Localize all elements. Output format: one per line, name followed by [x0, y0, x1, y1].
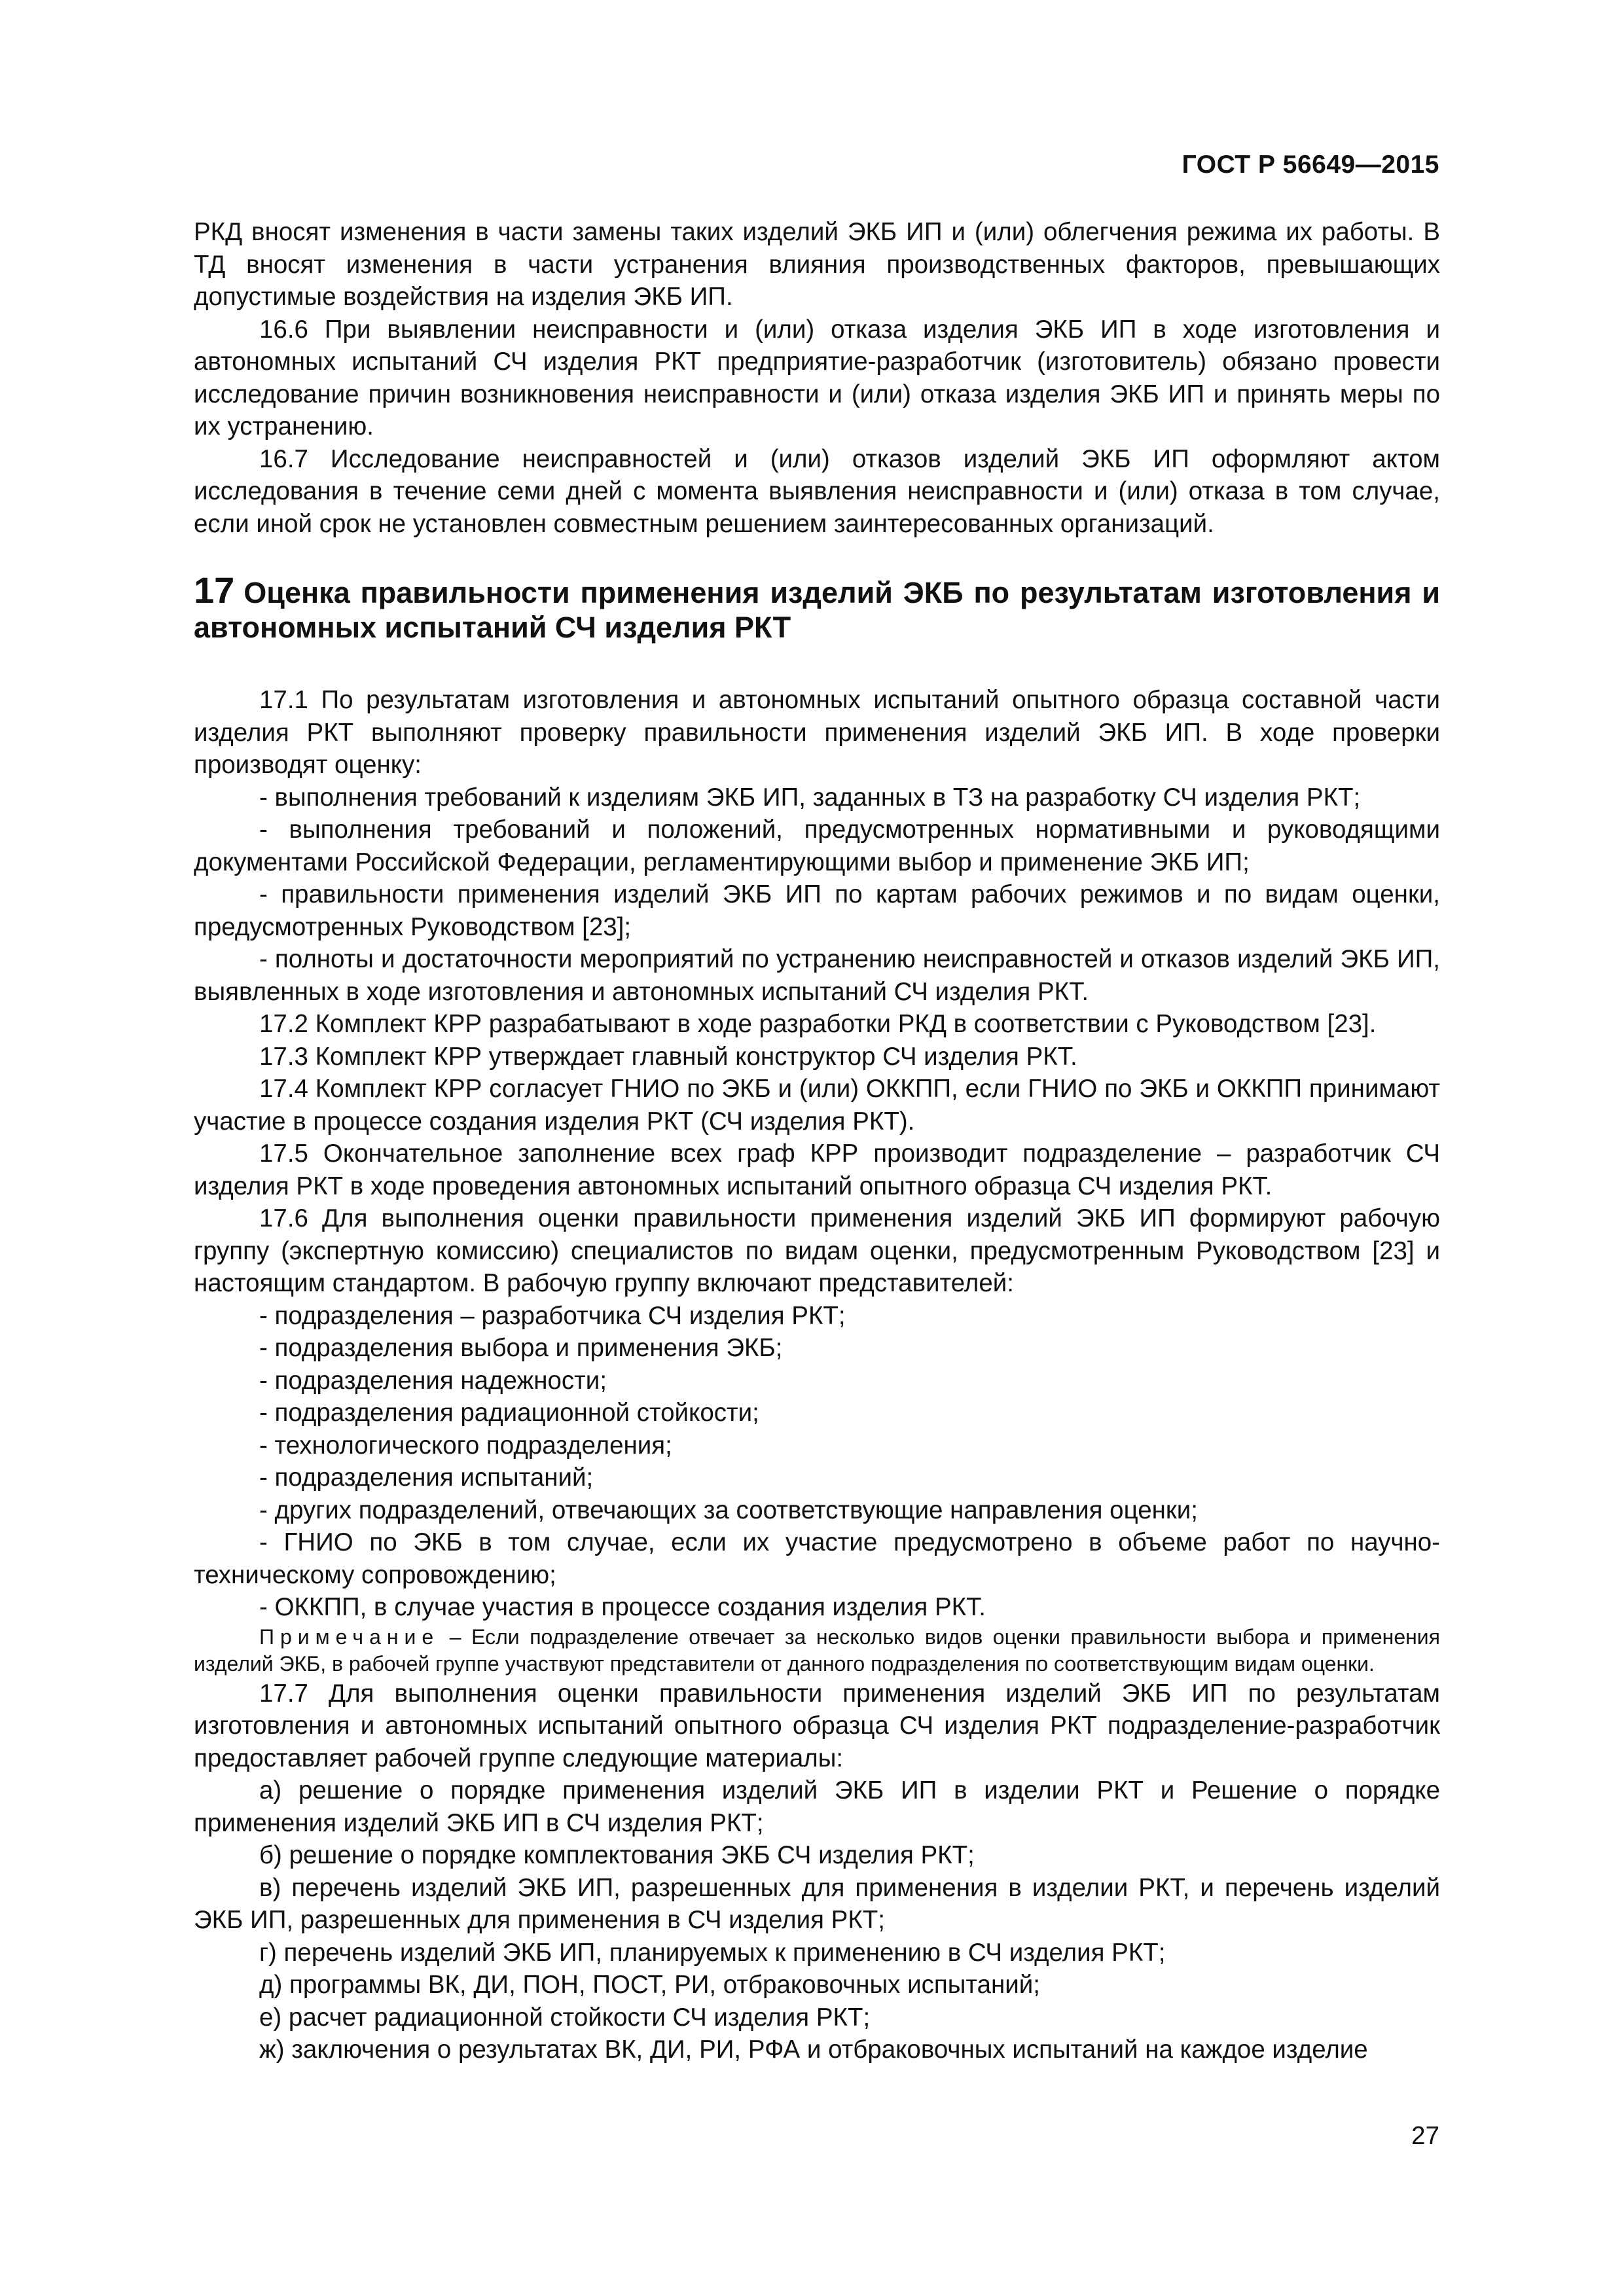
- list-item: - полноты и достаточности мероприятий по устранению неисправностей и отказов изделий ЭКБ ИП, выявленных в ходе изготовления и автономных испытаний СЧ изделия РКТ.: [194, 945, 1440, 1006]
- section-number: 17: [194, 569, 235, 611]
- list-item: - ГНИО по ЭКБ в том случае, если их участие предусмотрено в объеме работ по научно-техническому сопровождению;: [194, 1528, 1440, 1589]
- list-item: - других подразделений, отвечающих за соответствующие направления оценки;: [259, 1496, 1198, 1524]
- list-item: д) программы ВК, ДИ, ПОН, ПОСТ, РИ, отбраковочных испытаний;: [259, 1971, 1040, 1999]
- list-item: - подразделения радиационной стойкости;: [259, 1399, 759, 1427]
- clause-17-5: 17.5 Окончательное заполнение всех граф КРР производит подразделение – разработчик СЧ изделия РКТ в ходе проведения автономных испытаний опытного образца СЧ изделия РКТ.: [194, 1139, 1440, 1200]
- list-item: в) перечень изделий ЭКБ ИП, разрешенных для применения в изделии РКТ, и перечень изделий ЭКБ ИП, разрешенных для применения в СЧ изделия РКТ;: [194, 1873, 1440, 1934]
- list-item: - подразделения выбора и применения ЭКБ;: [259, 1334, 783, 1362]
- list-item: б) решение о порядке комплектования ЭКБ СЧ изделия РКТ;: [259, 1841, 975, 1869]
- list-item: г) перечень изделий ЭКБ ИП, планируемых к применению в СЧ изделия РКТ;: [259, 1938, 1166, 1967]
- clause-17-1: 17.1 По результатам изготовления и автономных испытаний опытного образца составной части изделия РКТ выполняют проверку правильности применения изделий ЭКБ ИП. В ходе проверки производят оценку:: [194, 686, 1440, 779]
- list-item: е) расчет радиационной стойкости СЧ изделия РКТ;: [259, 2003, 871, 2032]
- clause-16-6: 16.6 При выявлении неисправности и (или) отказа изделия ЭКБ ИП в ходе изготовления и автономных испытаний СЧ изделия РКТ предприятие-разработчик (изготовитель) обязано провести исследование причин возникновения неисправности и (или) отказа изделия ЭКБ ИП и принять меры по их устранению.: [194, 315, 1440, 440]
- list-item: - технологического подразделения;: [259, 1431, 672, 1460]
- list-item: - подразделения испытаний;: [259, 1463, 594, 1492]
- note-text: – Если подразделение отвечает за несколько видов оценки правильности выбора и применения изделий ЭКБ, в рабочей группе участвуют представители от данного подразделения по соответствующим видам оценки.: [194, 1624, 1440, 1676]
- clause-17-4: 17.4 Комплект КРР согласует ГНИО по ЭКБ и (или) ОККПП, если ГНИО по ЭКБ и ОККПП принимают участие в процессе создания изделия РКТ (СЧ изделия РКТ).: [194, 1075, 1440, 1136]
- list-item: - правильности применения изделий ЭКБ ИП по картам рабочих режимов и по видам оценки, предусмотренных Руководством [23];: [194, 880, 1440, 941]
- note: [194, 1624, 1440, 1677]
- list-item: - ОККПП, в случае участия в процессе создания изделия РКТ.: [259, 1593, 986, 1621]
- continuation-paragraph: РКД вносят изменения в части замены таких изделий ЭКБ ИП и (или) облегчения режима их работы. В ТД вносят изменения в части устранения влияния производственных факторов, превышающих допустимые воздействия на изделия ЭКБ ИП.: [194, 218, 1440, 311]
- clause-17-3: 17.3 Комплект КРР утверждает главный конструктор СЧ изделия РКТ.: [259, 1042, 1077, 1071]
- clause-17-6: 17.6 Для выполнения оценки правильности применения изделий ЭКБ ИП формируют рабочую группу (экспертную комиссию) специалистов по видам оценки, предусмотренным Руководством [23] и настоящим стандартом. В рабочую группу включают представителей:: [194, 1204, 1440, 1297]
- section-title: Оценка правильности применения изделий ЭКБ по результатам изготовления и автономных испытаний СЧ изделия РКТ: [194, 576, 1440, 644]
- document-code: ГОСТ Р 56649—2015: [1182, 151, 1439, 179]
- list-item: - подразделения – разработчика СЧ изделия РКТ;: [259, 1301, 846, 1330]
- list-item: - подразделения надежности;: [259, 1366, 607, 1395]
- list-item: ж) заключения о результатах ВК, ДИ, РИ, РФА и отбраковочных испытаний на каждое изделие: [259, 2036, 1368, 2064]
- note-label: Примечание: [259, 1624, 440, 1649]
- clause-17-7: 17.7 Для выполнения оценки правильности применения изделий ЭКБ ИП по результатам изготовления и автономных испытаний опытного образца СЧ изделия РКТ подразделение-разработчик предоставляет рабочей группе следующие материалы:: [194, 1679, 1440, 1772]
- list-item: - выполнения требований к изделиям ЭКБ ИП, заданных в ТЗ на разработку СЧ изделия РКТ;: [259, 783, 1361, 812]
- section-17-heading: [194, 569, 1440, 645]
- clause-16-7: 16.7 Исследование неисправностей и (или) отказов изделий ЭКБ ИП оформляют актом исследования в течение семи дней с момента выявления неисправности и (или) отказа в том случае, если иной срок не установлен совместным решением заинтересованных организаций.: [194, 444, 1440, 538]
- list-item: - выполнения требований и положений, предусмотренных нормативными и руководящими документами Российской Федерации, регламентирующими выбор и применение ЭКБ ИП;: [194, 816, 1440, 876]
- list-item: а) решение о порядке применения изделий ЭКБ ИП в изделии РКТ и Решение о порядке применения изделий ЭКБ ИП в СЧ изделия РКТ;: [194, 1776, 1440, 1837]
- page-number: 27: [1411, 2122, 1439, 2150]
- clause-17-2: 17.2 Комплект КРР разрабатывают в ходе разработки РКД в соответствии с Руководством [23].: [259, 1010, 1377, 1038]
- document-body: [194, 216, 1440, 2066]
